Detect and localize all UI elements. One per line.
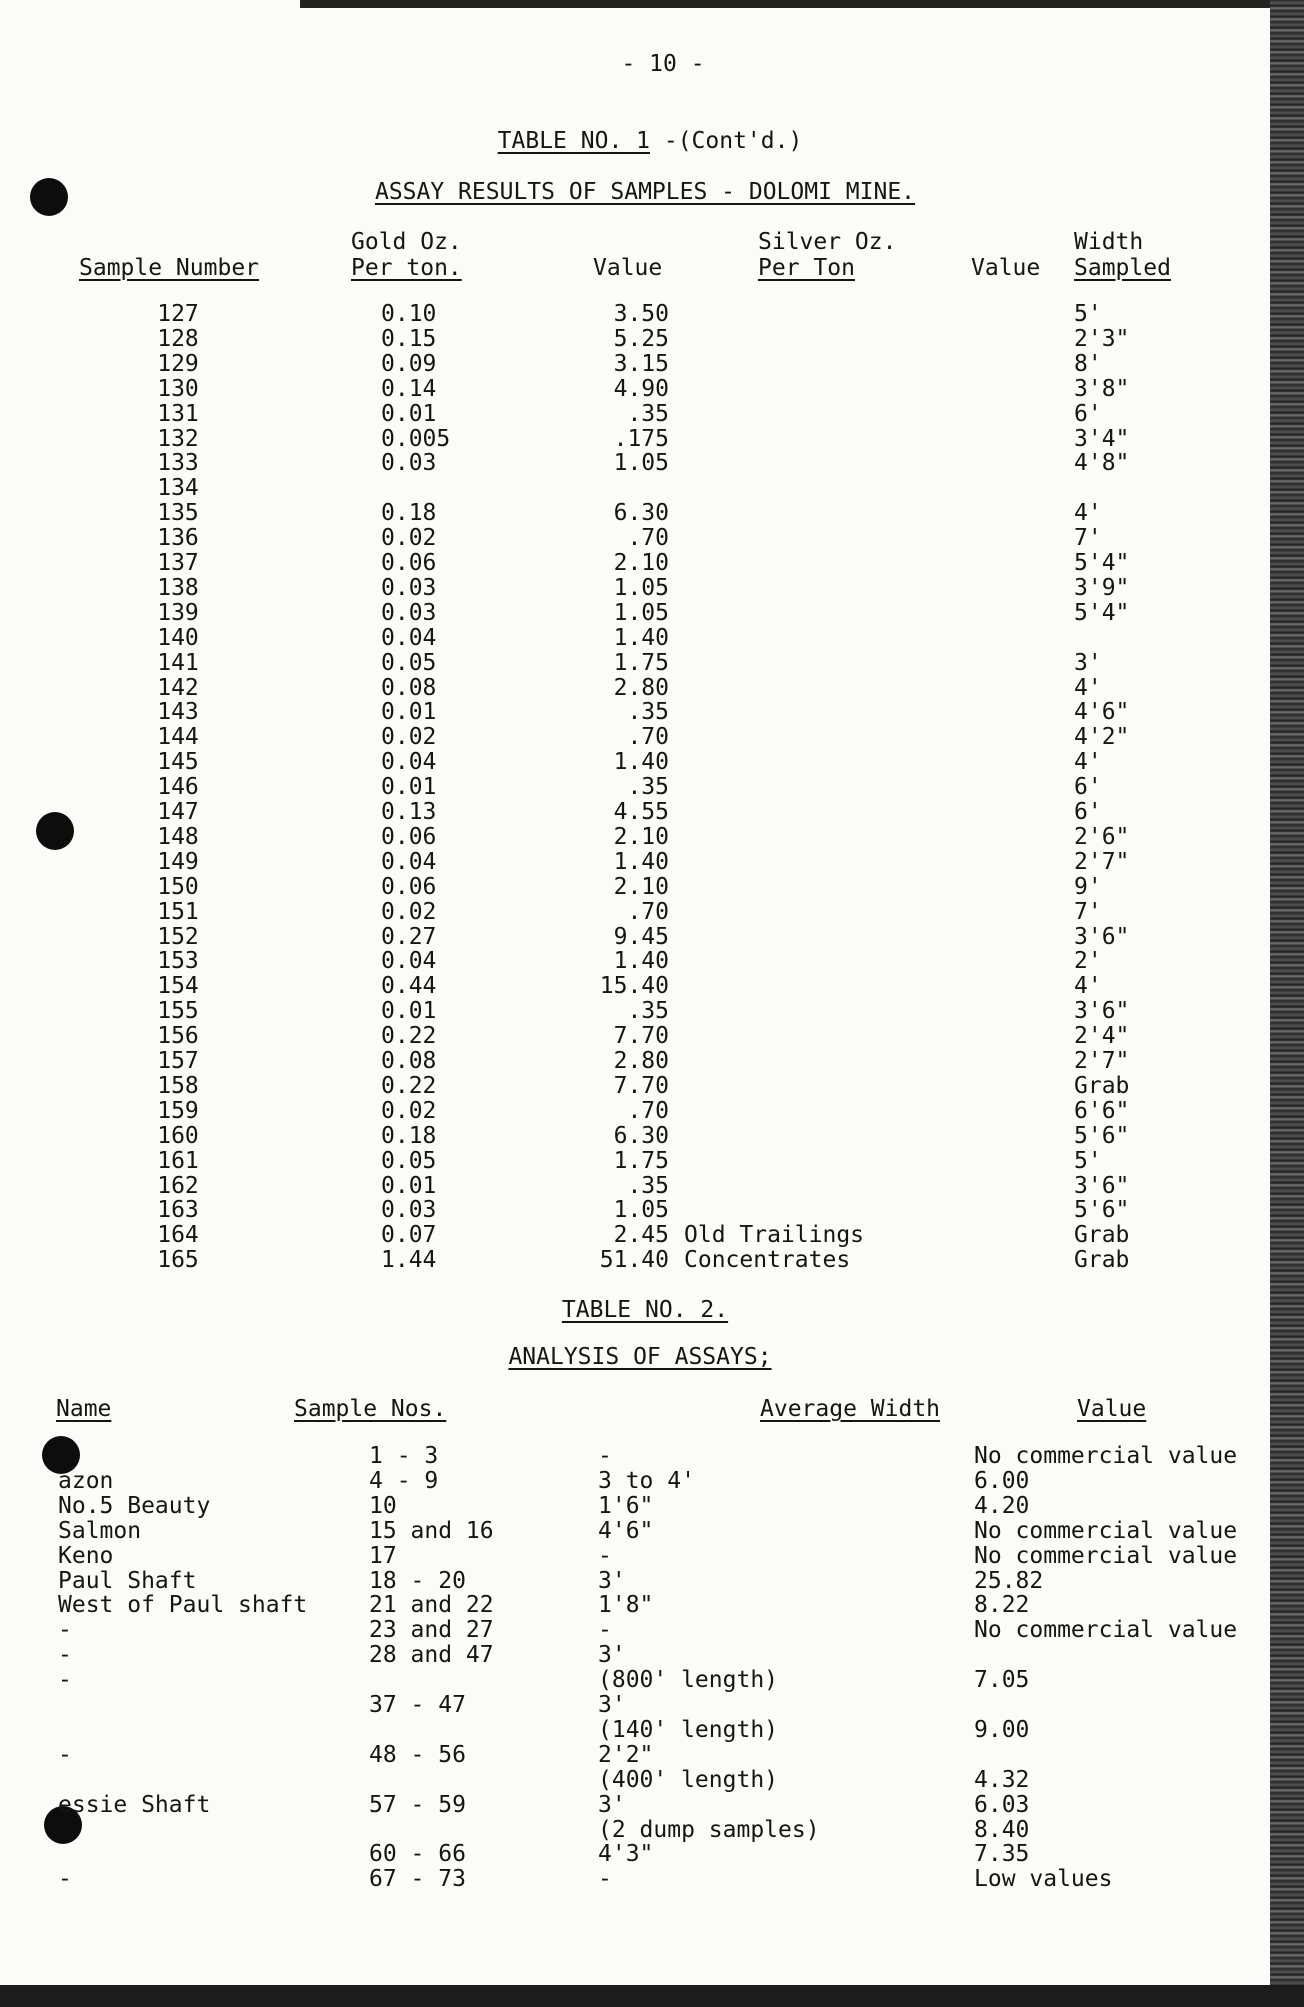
sample-nos-cell: 60 - 66	[369, 1841, 466, 1868]
value-cell: 7.70	[613, 1023, 669, 1050]
average-width-cell: 3 to 4'	[598, 1467, 695, 1494]
value-cell: 15.40	[599, 973, 669, 1000]
value-cell: 7.70	[613, 1072, 669, 1099]
sample-number-cell: 149	[157, 848, 199, 875]
sample-number-cell: 128	[157, 325, 199, 352]
sample-number-cell: 142	[157, 674, 199, 701]
width-cell: 3'4"	[1074, 425, 1130, 452]
header-gold-line2: Per ton.	[351, 255, 462, 281]
width-cell: 7'	[1074, 898, 1102, 925]
name-cell: -	[58, 1617, 72, 1644]
sample-number-cell: 154	[157, 973, 199, 1000]
header-name: Name	[56, 1396, 112, 1422]
sample-number-cell: 156	[157, 1023, 199, 1050]
sample-number-cell: 152	[157, 923, 199, 950]
table-row	[0, 850, 1270, 875]
gold-oz-cell: 0.05	[381, 649, 437, 676]
sample-number-cell: 130	[157, 375, 199, 402]
table-row	[0, 999, 1270, 1024]
name-cell: -	[58, 1866, 72, 1893]
average-width-cell: (800' length)	[598, 1667, 779, 1694]
average-width-cell: (140' length)	[598, 1716, 779, 1743]
gold-oz-cell: 0.27	[381, 923, 437, 950]
sample-number-cell: 151	[157, 898, 199, 925]
sample-nos-cell: 48 - 56	[369, 1741, 466, 1768]
average-width-cell: 2'2"	[598, 1741, 654, 1768]
table-row	[0, 327, 1270, 352]
width-cell: 4'2"	[1074, 724, 1130, 751]
table-row	[0, 1643, 1270, 1668]
sample-number-cell: 160	[157, 1122, 199, 1149]
sample-nos-cell: 15 and 16	[369, 1517, 494, 1544]
header-value: Value	[593, 255, 663, 281]
scan-edge-bottom	[0, 1985, 1304, 2007]
table-row	[0, 377, 1270, 402]
table-row	[0, 302, 1270, 327]
width-cell: 3'8"	[1074, 375, 1130, 402]
table-row	[0, 1049, 1270, 1074]
sample-number-cell: 159	[157, 1097, 199, 1124]
gold-oz-cell: 0.06	[381, 873, 437, 900]
gold-oz-cell: 0.03	[381, 599, 437, 626]
gold-oz-cell: 0.07	[381, 1222, 437, 1249]
table-row	[0, 1768, 1270, 1793]
value-cell: 1.40	[613, 749, 669, 776]
table-row	[0, 526, 1270, 551]
table-row	[0, 1174, 1270, 1199]
sample-nos-cell: 4 - 9	[369, 1467, 439, 1494]
table-row	[0, 476, 1270, 501]
value-cell: 8.22	[974, 1592, 1030, 1619]
sample-number-cell: 161	[157, 1147, 199, 1174]
value-cell: .35	[627, 699, 669, 726]
width-cell: 5'6"	[1074, 1122, 1130, 1149]
name-cell: West of Paul shaft	[58, 1592, 308, 1619]
sample-number-cell: 136	[157, 525, 199, 552]
value-cell: 1.75	[613, 1147, 669, 1174]
sample-number-cell: 139	[157, 599, 199, 626]
sample-nos-cell: 1 - 3	[369, 1443, 439, 1469]
table2-subtitle: ANALYSIS OF ASSAYS;	[508, 1344, 772, 1370]
average-width-cell: -	[598, 1866, 612, 1893]
width-cell: 4'	[1074, 674, 1102, 701]
width-cell: 5'4"	[1074, 599, 1130, 626]
width-cell: 4'	[1074, 749, 1102, 776]
name-cell: Paul Shaft	[58, 1567, 197, 1594]
table-row	[0, 1074, 1270, 1099]
sample-number-cell: 133	[157, 450, 199, 477]
value-cell: 6.00	[974, 1467, 1030, 1494]
sample-nos-cell: 17	[369, 1542, 397, 1569]
value-cell: 1.40	[613, 848, 669, 875]
gold-oz-cell: 0.03	[381, 450, 437, 477]
table-row	[0, 1099, 1270, 1124]
width-cell: 2'	[1074, 948, 1102, 975]
sample-nos-cell: 18 - 20	[369, 1567, 466, 1594]
table-row	[0, 1593, 1270, 1618]
value-cell: 2.10	[613, 550, 669, 576]
scan-edge-top	[300, 0, 1270, 8]
table-row	[0, 1618, 1270, 1643]
value-cell: .35	[627, 1172, 669, 1199]
value-cell: 25.82	[974, 1567, 1044, 1594]
table-row	[0, 900, 1270, 925]
value-cell: No commercial value	[974, 1617, 1238, 1644]
value-cell: No commercial value	[974, 1517, 1238, 1544]
value-cell: 9.45	[613, 923, 669, 950]
width-cell: 5'	[1074, 301, 1102, 327]
table1-title-main: TABLE NO. 1	[497, 128, 650, 154]
value-cell: 7.35	[974, 1841, 1030, 1868]
header-silver-value: Value	[971, 255, 1041, 281]
table-row	[0, 1124, 1270, 1149]
gold-oz-cell: 0.08	[381, 1048, 437, 1074]
width-cell: 2'3"	[1074, 325, 1130, 352]
value-cell: .35	[627, 400, 669, 427]
gold-oz-cell: 0.03	[381, 1197, 437, 1224]
gold-oz-cell: 0.01	[381, 400, 437, 427]
value-cell: .175	[613, 425, 669, 452]
gold-oz-cell: 0.01	[381, 998, 437, 1025]
width-cell: 9'	[1074, 873, 1102, 900]
sample-nos-cell: 23 and 27	[369, 1617, 494, 1644]
name-cell: Keno	[58, 1542, 114, 1569]
average-width-cell: 4'3"	[598, 1841, 654, 1868]
average-width-cell: 3'	[598, 1791, 626, 1818]
name-cell: No.5 Beauty	[58, 1492, 211, 1519]
width-cell: 3'6"	[1074, 998, 1130, 1025]
width-cell: 3'9"	[1074, 574, 1130, 601]
value-cell: 1.05	[613, 599, 669, 626]
value-cell: 5.25	[613, 325, 669, 352]
table1-subtitle: ASSAY RESULTS OF SAMPLES - DOLOMI MINE.	[374, 179, 916, 205]
width-cell: 5'	[1074, 1147, 1102, 1174]
gold-oz-cell: 0.02	[381, 525, 437, 552]
value-cell: 3.15	[613, 350, 669, 377]
header-sample-number: Sample Number	[79, 255, 260, 281]
value-cell: .70	[627, 1097, 669, 1124]
table-row	[0, 1793, 1270, 1818]
average-width-cell: 4'6"	[598, 1517, 654, 1544]
sample-number-cell: 143	[157, 699, 199, 726]
value-cell: .35	[627, 998, 669, 1025]
value-cell: 8.40	[974, 1816, 1030, 1843]
note-cell: Concentrates	[684, 1247, 851, 1274]
gold-oz-cell: 0.22	[381, 1023, 437, 1050]
value-cell: .70	[627, 525, 669, 552]
header-silver-line2: Per Ton	[758, 255, 855, 281]
table-row	[0, 601, 1270, 626]
table-row	[0, 1743, 1270, 1768]
average-width-cell: 3'	[598, 1567, 626, 1594]
average-width-cell: 1'8"	[598, 1592, 654, 1619]
sample-number-cell: 131	[157, 400, 199, 427]
punch-hole	[30, 178, 68, 216]
value-cell: 4.20	[974, 1492, 1030, 1519]
table-row	[0, 626, 1270, 651]
sample-number-cell: 150	[157, 873, 199, 900]
average-width-cell: (400' length)	[598, 1766, 779, 1793]
table-row	[0, 1519, 1270, 1544]
sample-number-cell: 146	[157, 774, 199, 801]
value-cell: .35	[627, 774, 669, 801]
gold-oz-cell: 0.44	[381, 973, 437, 1000]
sample-number-cell: 147	[157, 799, 199, 825]
gold-oz-cell: 0.18	[381, 1122, 437, 1149]
value-cell: 1.40	[613, 624, 669, 651]
value-cell: .70	[627, 898, 669, 925]
gold-oz-cell: 0.15	[381, 325, 437, 352]
table-row	[0, 1668, 1270, 1693]
sample-nos-cell: 37 - 47	[369, 1692, 466, 1718]
sample-number-cell: 141	[157, 649, 199, 676]
value-cell: No commercial value	[974, 1542, 1238, 1569]
width-cell: 6'	[1074, 799, 1102, 825]
table-row	[0, 1693, 1270, 1718]
sample-number-cell: 132	[157, 425, 199, 452]
gold-oz-cell: 0.08	[381, 674, 437, 701]
sample-number-cell: 138	[157, 574, 199, 601]
header-width-line2: Sampled	[1074, 255, 1171, 281]
value-cell: Low values	[974, 1866, 1113, 1893]
table-row	[0, 1842, 1270, 1867]
width-cell: 2'4"	[1074, 1023, 1130, 1050]
name-cell: -	[58, 1667, 72, 1694]
average-width-cell: (2 dump samples)	[598, 1816, 820, 1843]
width-cell: 4'	[1074, 973, 1102, 1000]
page-number: - 10 -	[621, 51, 705, 77]
name-cell: essie Shaft	[58, 1791, 211, 1818]
table-row	[0, 750, 1270, 775]
sample-number-cell: 165	[157, 1247, 199, 1274]
gold-oz-cell: 0.04	[381, 749, 437, 776]
table-row	[0, 402, 1270, 427]
gold-oz-cell: 0.04	[381, 848, 437, 875]
sample-number-cell: 162	[157, 1172, 199, 1199]
gold-oz-cell: 0.05	[381, 1147, 437, 1174]
table-row	[0, 800, 1270, 825]
table-row	[0, 651, 1270, 676]
table-row	[0, 576, 1270, 601]
width-cell: 3'6"	[1074, 1172, 1130, 1199]
header-sample-nos: Sample Nos.	[294, 1396, 447, 1422]
width-cell: 4'6"	[1074, 699, 1130, 726]
width-cell: 4'8"	[1074, 450, 1130, 477]
value-cell: 2.10	[613, 873, 669, 900]
sample-number-cell: 134	[157, 475, 199, 502]
value-cell: 6.30	[613, 500, 669, 527]
width-cell: Grab	[1074, 1072, 1130, 1099]
width-cell: 6'6"	[1074, 1097, 1130, 1124]
sample-number-cell: 155	[157, 998, 199, 1025]
sample-number-cell: 157	[157, 1048, 199, 1074]
table2-title: TABLE NO. 2.	[561, 1297, 729, 1323]
table-row	[0, 725, 1270, 750]
gold-oz-cell: 0.01	[381, 1172, 437, 1199]
table-row	[0, 1248, 1270, 1273]
table-row	[0, 775, 1270, 800]
name-cell: -	[58, 1741, 72, 1768]
sample-nos-cell: 57 - 59	[369, 1791, 466, 1818]
table-row	[0, 1867, 1270, 1892]
width-cell: 8'	[1074, 350, 1102, 377]
value-cell: 1.75	[613, 649, 669, 676]
table-row	[0, 1718, 1270, 1743]
table-row	[0, 925, 1270, 950]
value-cell: 9.00	[974, 1716, 1030, 1743]
table1-title-suffix: -(Cont'd.)	[650, 128, 803, 154]
sample-nos-cell: 21 and 22	[369, 1592, 494, 1619]
sample-number-cell: 144	[157, 724, 199, 751]
value-cell: 2.80	[613, 674, 669, 701]
gold-oz-cell: 0.10	[381, 301, 437, 327]
table-row	[0, 875, 1270, 900]
sample-number-cell: 164	[157, 1222, 199, 1249]
table-row	[0, 1149, 1270, 1174]
average-width-cell: -	[598, 1617, 612, 1644]
sample-number-cell: 135	[157, 500, 199, 527]
width-cell: 6'	[1074, 400, 1102, 427]
table-row	[0, 825, 1270, 850]
table-row	[0, 1469, 1270, 1494]
width-cell: Grab	[1074, 1222, 1130, 1249]
gold-oz-cell: 0.04	[381, 948, 437, 975]
sample-number-cell: 148	[157, 823, 199, 850]
sample-number-cell: 127	[157, 301, 199, 327]
name-cell: Salmon	[58, 1517, 142, 1544]
gold-oz-cell: 0.02	[381, 1097, 437, 1124]
sample-nos-cell: 10	[369, 1492, 397, 1519]
table-row	[0, 501, 1270, 526]
table-row	[0, 451, 1270, 476]
table-row	[0, 1544, 1270, 1569]
table-row	[0, 1494, 1270, 1519]
width-cell: 2'6"	[1074, 823, 1130, 850]
table-row	[0, 700, 1270, 725]
table-row	[0, 551, 1270, 576]
width-cell: 7'	[1074, 525, 1102, 552]
sample-number-cell: 129	[157, 350, 199, 377]
header-width-line1: Width	[1074, 229, 1144, 255]
value-cell: 7.05	[974, 1667, 1030, 1694]
gold-oz-cell: 1.44	[381, 1247, 437, 1274]
value-cell: 4.90	[613, 375, 669, 402]
gold-oz-cell: 0.18	[381, 500, 437, 527]
sample-number-cell: 140	[157, 624, 199, 651]
average-width-cell: 1'6"	[598, 1492, 654, 1519]
value-cell: 6.30	[613, 1122, 669, 1149]
table-row	[0, 949, 1270, 974]
gold-oz-cell: 0.06	[381, 550, 437, 576]
gold-oz-cell: 0.04	[381, 624, 437, 651]
table-row	[0, 352, 1270, 377]
width-cell: 5'4"	[1074, 550, 1130, 576]
gold-oz-cell: 0.02	[381, 898, 437, 925]
sample-number-cell: 163	[157, 1197, 199, 1224]
value-cell: 2.10	[613, 823, 669, 850]
value-cell: 2.80	[613, 1048, 669, 1074]
width-cell: 3'6"	[1074, 923, 1130, 950]
sample-number-cell: 145	[157, 749, 199, 776]
gold-oz-cell: 0.06	[381, 823, 437, 850]
value-cell: 2.45	[613, 1222, 669, 1249]
sample-number-cell: 153	[157, 948, 199, 975]
gold-oz-cell: 0.005	[381, 425, 451, 452]
gold-oz-cell: 0.22	[381, 1072, 437, 1099]
value-cell: 4.55	[613, 799, 669, 825]
sample-number-cell: 137	[157, 550, 199, 576]
width-cell: 6'	[1074, 774, 1102, 801]
table-row	[0, 1444, 1270, 1469]
value-cell: 1.05	[613, 1197, 669, 1224]
sample-nos-cell: 67 - 73	[369, 1866, 466, 1893]
table-row	[0, 1024, 1270, 1049]
width-cell: 2'7"	[1074, 1048, 1130, 1074]
value-cell: 51.40	[599, 1247, 669, 1274]
header-silver-line1: Silver Oz.	[758, 229, 897, 255]
value-cell: 1.05	[613, 574, 669, 601]
average-width-cell: 3'	[598, 1692, 626, 1718]
note-cell: Old Trailings	[684, 1222, 865, 1249]
width-cell: 5'6"	[1074, 1197, 1130, 1224]
table-row	[0, 974, 1270, 999]
width-cell: 3'	[1074, 649, 1102, 676]
average-width-cell: -	[598, 1542, 612, 1569]
header-gold-line1: Gold Oz.	[351, 229, 462, 255]
gold-oz-cell: 0.01	[381, 699, 437, 726]
table-row	[0, 1818, 1270, 1843]
average-width-cell: 3'	[598, 1642, 626, 1669]
width-cell: Grab	[1074, 1247, 1130, 1274]
header-average-width: Average Width	[760, 1396, 941, 1422]
table1-title	[498, 129, 803, 154]
average-width-cell: -	[598, 1443, 612, 1469]
table-row	[0, 427, 1270, 452]
table-row	[0, 676, 1270, 701]
value-cell: No commercial value	[974, 1443, 1238, 1469]
width-cell: 2'7"	[1074, 848, 1130, 875]
value-cell: 4.32	[974, 1766, 1030, 1793]
table-row	[0, 1198, 1270, 1223]
scan-edge-right	[1270, 0, 1304, 2007]
gold-oz-cell: 0.02	[381, 724, 437, 751]
gold-oz-cell: 0.03	[381, 574, 437, 601]
sample-number-cell: 158	[157, 1072, 199, 1099]
table-row	[0, 1569, 1270, 1594]
value-cell: .70	[627, 724, 669, 751]
value-cell: 6.03	[974, 1791, 1030, 1818]
width-cell: 4'	[1074, 500, 1102, 527]
value-cell: 1.05	[613, 450, 669, 477]
gold-oz-cell: 0.01	[381, 774, 437, 801]
value-cell: 1.40	[613, 948, 669, 975]
value-cell: 3.50	[613, 301, 669, 327]
gold-oz-cell: 0.13	[381, 799, 437, 825]
gold-oz-cell: 0.14	[381, 375, 437, 402]
name-cell: azon	[58, 1467, 114, 1494]
header-value-2: Value	[1077, 1396, 1147, 1422]
sample-nos-cell: 28 and 47	[369, 1642, 494, 1669]
gold-oz-cell: 0.09	[381, 350, 437, 377]
table-row	[0, 1223, 1270, 1248]
name-cell: -	[58, 1642, 72, 1669]
